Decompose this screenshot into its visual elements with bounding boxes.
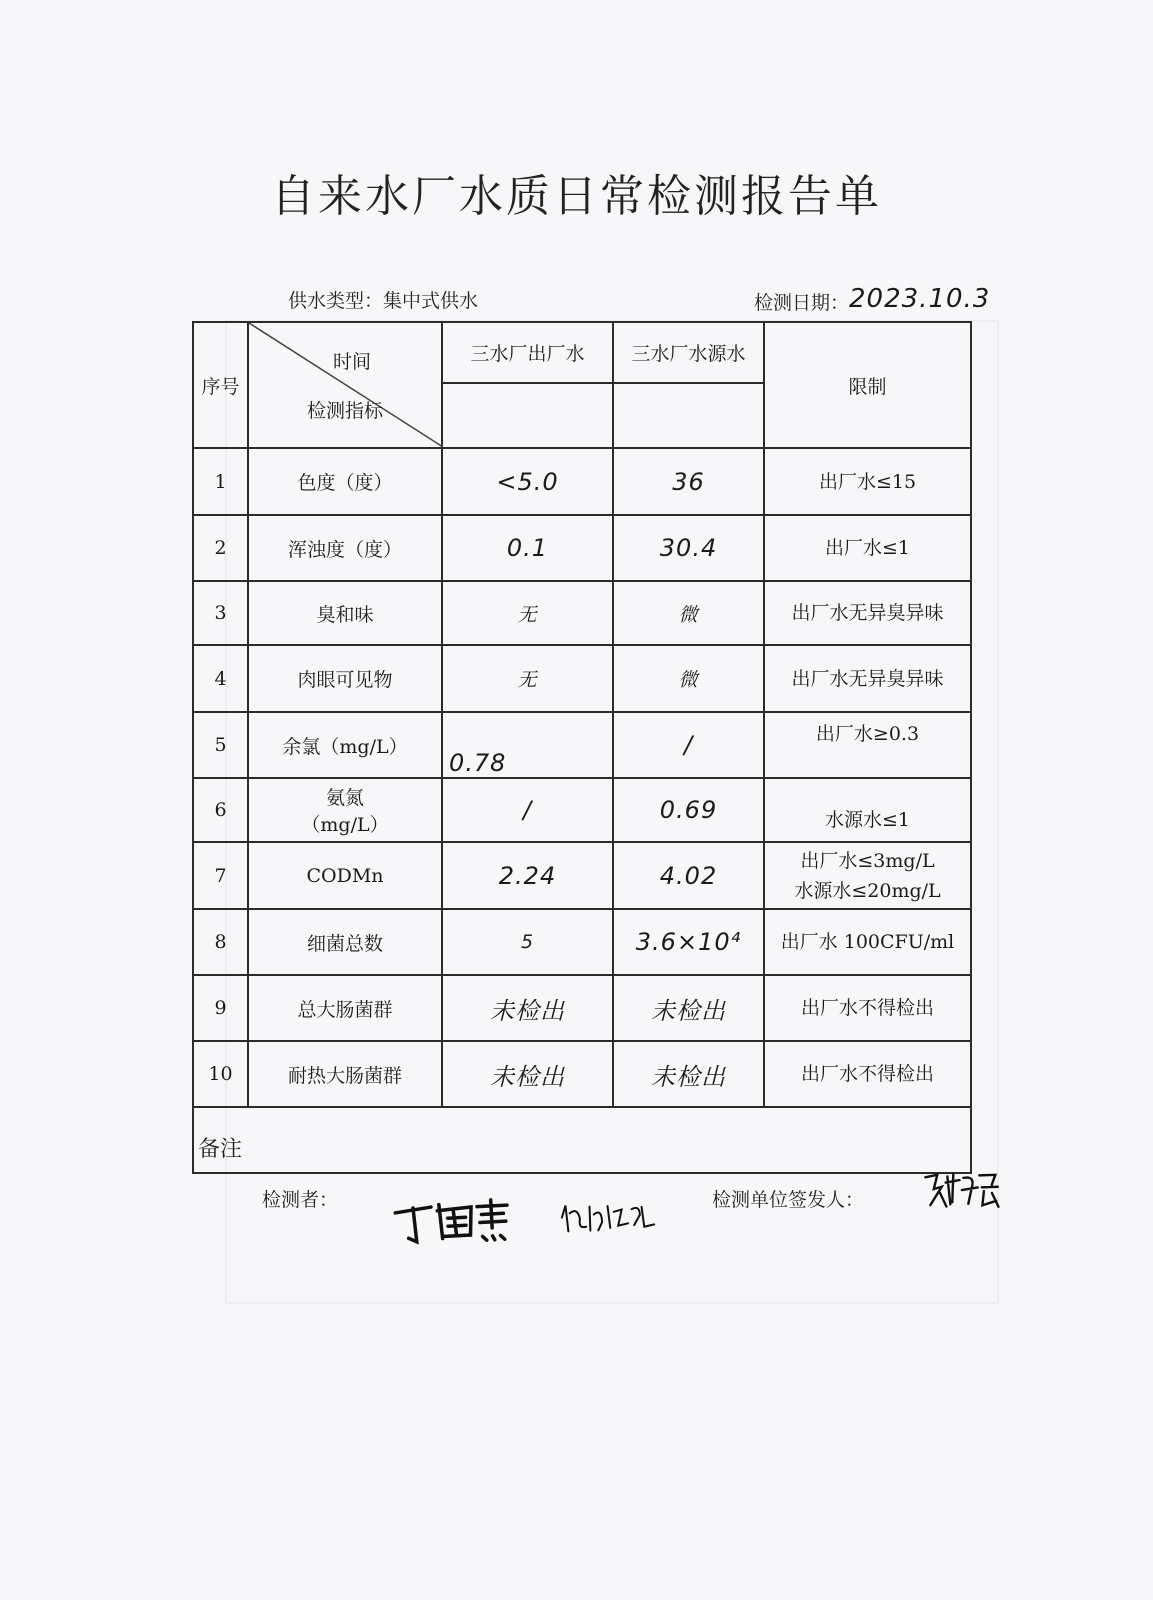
row-value-b: 3.6×10⁴: [613, 909, 764, 975]
row-value-a: 未检出: [442, 975, 613, 1041]
row-no: 4: [193, 645, 248, 712]
row-limit: 出厂水无异臭异味: [764, 581, 971, 645]
row-indicator: 色度（度）: [248, 448, 442, 515]
header-row: [193, 322, 971, 383]
row-no: 1: [193, 448, 248, 515]
table-row: [193, 645, 971, 712]
row-no: 9: [193, 975, 248, 1041]
header-col-b: 三水厂水源水: [613, 322, 764, 383]
inspector-label: 检测者：: [262, 1189, 339, 1211]
row-value-b: 30.4: [613, 515, 764, 581]
header-limit: 限制: [764, 322, 971, 448]
row-limit: 出厂水≤1: [764, 515, 971, 581]
row-value-a: 5: [442, 909, 613, 975]
table-row: [193, 448, 971, 515]
row-indicator: 余氯（mg/L）: [248, 712, 442, 778]
test-date: [754, 286, 990, 316]
report-table: [192, 321, 972, 1174]
row-limit: 出厂水不得检出: [764, 1041, 971, 1107]
table-row: [193, 581, 971, 645]
diagonal-wrap: [249, 323, 441, 447]
row-value-b: 微: [613, 645, 764, 712]
row-indicator: 氨氮: [325, 787, 364, 809]
row-limit: 水源水≤1: [764, 778, 971, 842]
row-no: 7: [193, 842, 248, 909]
row-value-b: 微: [613, 581, 764, 645]
row-indicator: 浑浊度（度）: [248, 515, 442, 581]
inspector-signature-1: [391, 1193, 514, 1259]
test-date-label: 检测日期：: [754, 292, 850, 314]
table-row: [193, 1041, 971, 1107]
row-value-a: 无: [442, 645, 613, 712]
row-value-a: 无: [442, 581, 613, 645]
row-value-b: /: [613, 712, 764, 778]
row-indicator: 肉眼可见物: [248, 645, 442, 712]
row-indicator: 总大肠菌群: [248, 975, 442, 1041]
row-indicator-unit: （mg/L）: [301, 814, 389, 836]
row-value-b: 未检出: [613, 975, 764, 1041]
diagonal-line: [249, 323, 443, 447]
header-col-a-blank: [442, 383, 613, 448]
row-indicator: CODMn: [248, 842, 442, 909]
table-row: [193, 842, 971, 909]
row-indicator-cell: [248, 778, 442, 842]
header-col-a: 三水厂出厂水: [442, 322, 613, 383]
header-col-b-blank: [613, 383, 764, 448]
supply-type-label: 供水类型：: [288, 290, 384, 312]
row-no: 8: [193, 909, 248, 975]
row-no: 5: [193, 712, 248, 778]
supply-type: [288, 286, 478, 313]
table-row: [193, 712, 971, 778]
table-row: [193, 975, 971, 1041]
table-row: [193, 778, 971, 842]
row-no: 6: [193, 778, 248, 842]
row-limit-2: 水源水≤20mg/L: [794, 879, 941, 902]
row-indicator: 臭和味: [248, 581, 442, 645]
issuer-label: 检测单位签发人：: [712, 1189, 865, 1211]
inspector-signature-2: [557, 1194, 659, 1245]
row-no: 3: [193, 581, 248, 645]
row-indicator: 细菌总数: [248, 909, 442, 975]
issuer-signature: [921, 1167, 1003, 1223]
row-limit: 出厂水≥0.3: [764, 712, 971, 778]
row-limit: 出厂水 100CFU/ml: [764, 909, 971, 975]
row-value-a: 0.1: [442, 515, 613, 581]
row-no: 2: [193, 515, 248, 581]
header-diagonal-cell: [248, 322, 442, 448]
row-value-a: 0.78: [442, 712, 613, 778]
row-indicator: 耐热大肠菌群: [248, 1041, 442, 1107]
row-limit: 出厂水不得检出: [764, 975, 971, 1041]
table-row: [193, 515, 971, 581]
row-value-b: 未检出: [613, 1041, 764, 1107]
row-value-a: 未检出: [442, 1041, 613, 1107]
row-value-b: 0.69: [613, 778, 764, 842]
header-no: 序号: [193, 322, 248, 448]
row-limit-cell: [764, 842, 971, 909]
header-indicator: 检测指标: [307, 400, 384, 422]
row-limit: 出厂水≤15: [764, 448, 971, 515]
supply-type-value: 集中式供水: [383, 290, 479, 312]
row-limit: 出厂水≤3mg/L: [800, 849, 935, 872]
row-value-b: 36: [613, 448, 764, 515]
table-row: [193, 909, 971, 975]
header-time: 时间: [332, 351, 371, 373]
test-date-value: 2023.10.3: [849, 284, 991, 314]
notes-label: 备注: [198, 1137, 243, 1162]
row-value-a: <5.0: [442, 448, 613, 515]
row-limit: 出厂水无异臭异味: [764, 645, 971, 712]
row-value-a: 2.24: [442, 842, 613, 909]
row-no: 10: [193, 1041, 248, 1107]
row-value-b: 4.02: [613, 842, 764, 909]
notes-row: [193, 1107, 971, 1173]
notes-cell: [193, 1107, 971, 1173]
report-title: 自来水厂水质日常检测报告单: [271, 171, 882, 222]
row-value-a: /: [442, 778, 613, 842]
